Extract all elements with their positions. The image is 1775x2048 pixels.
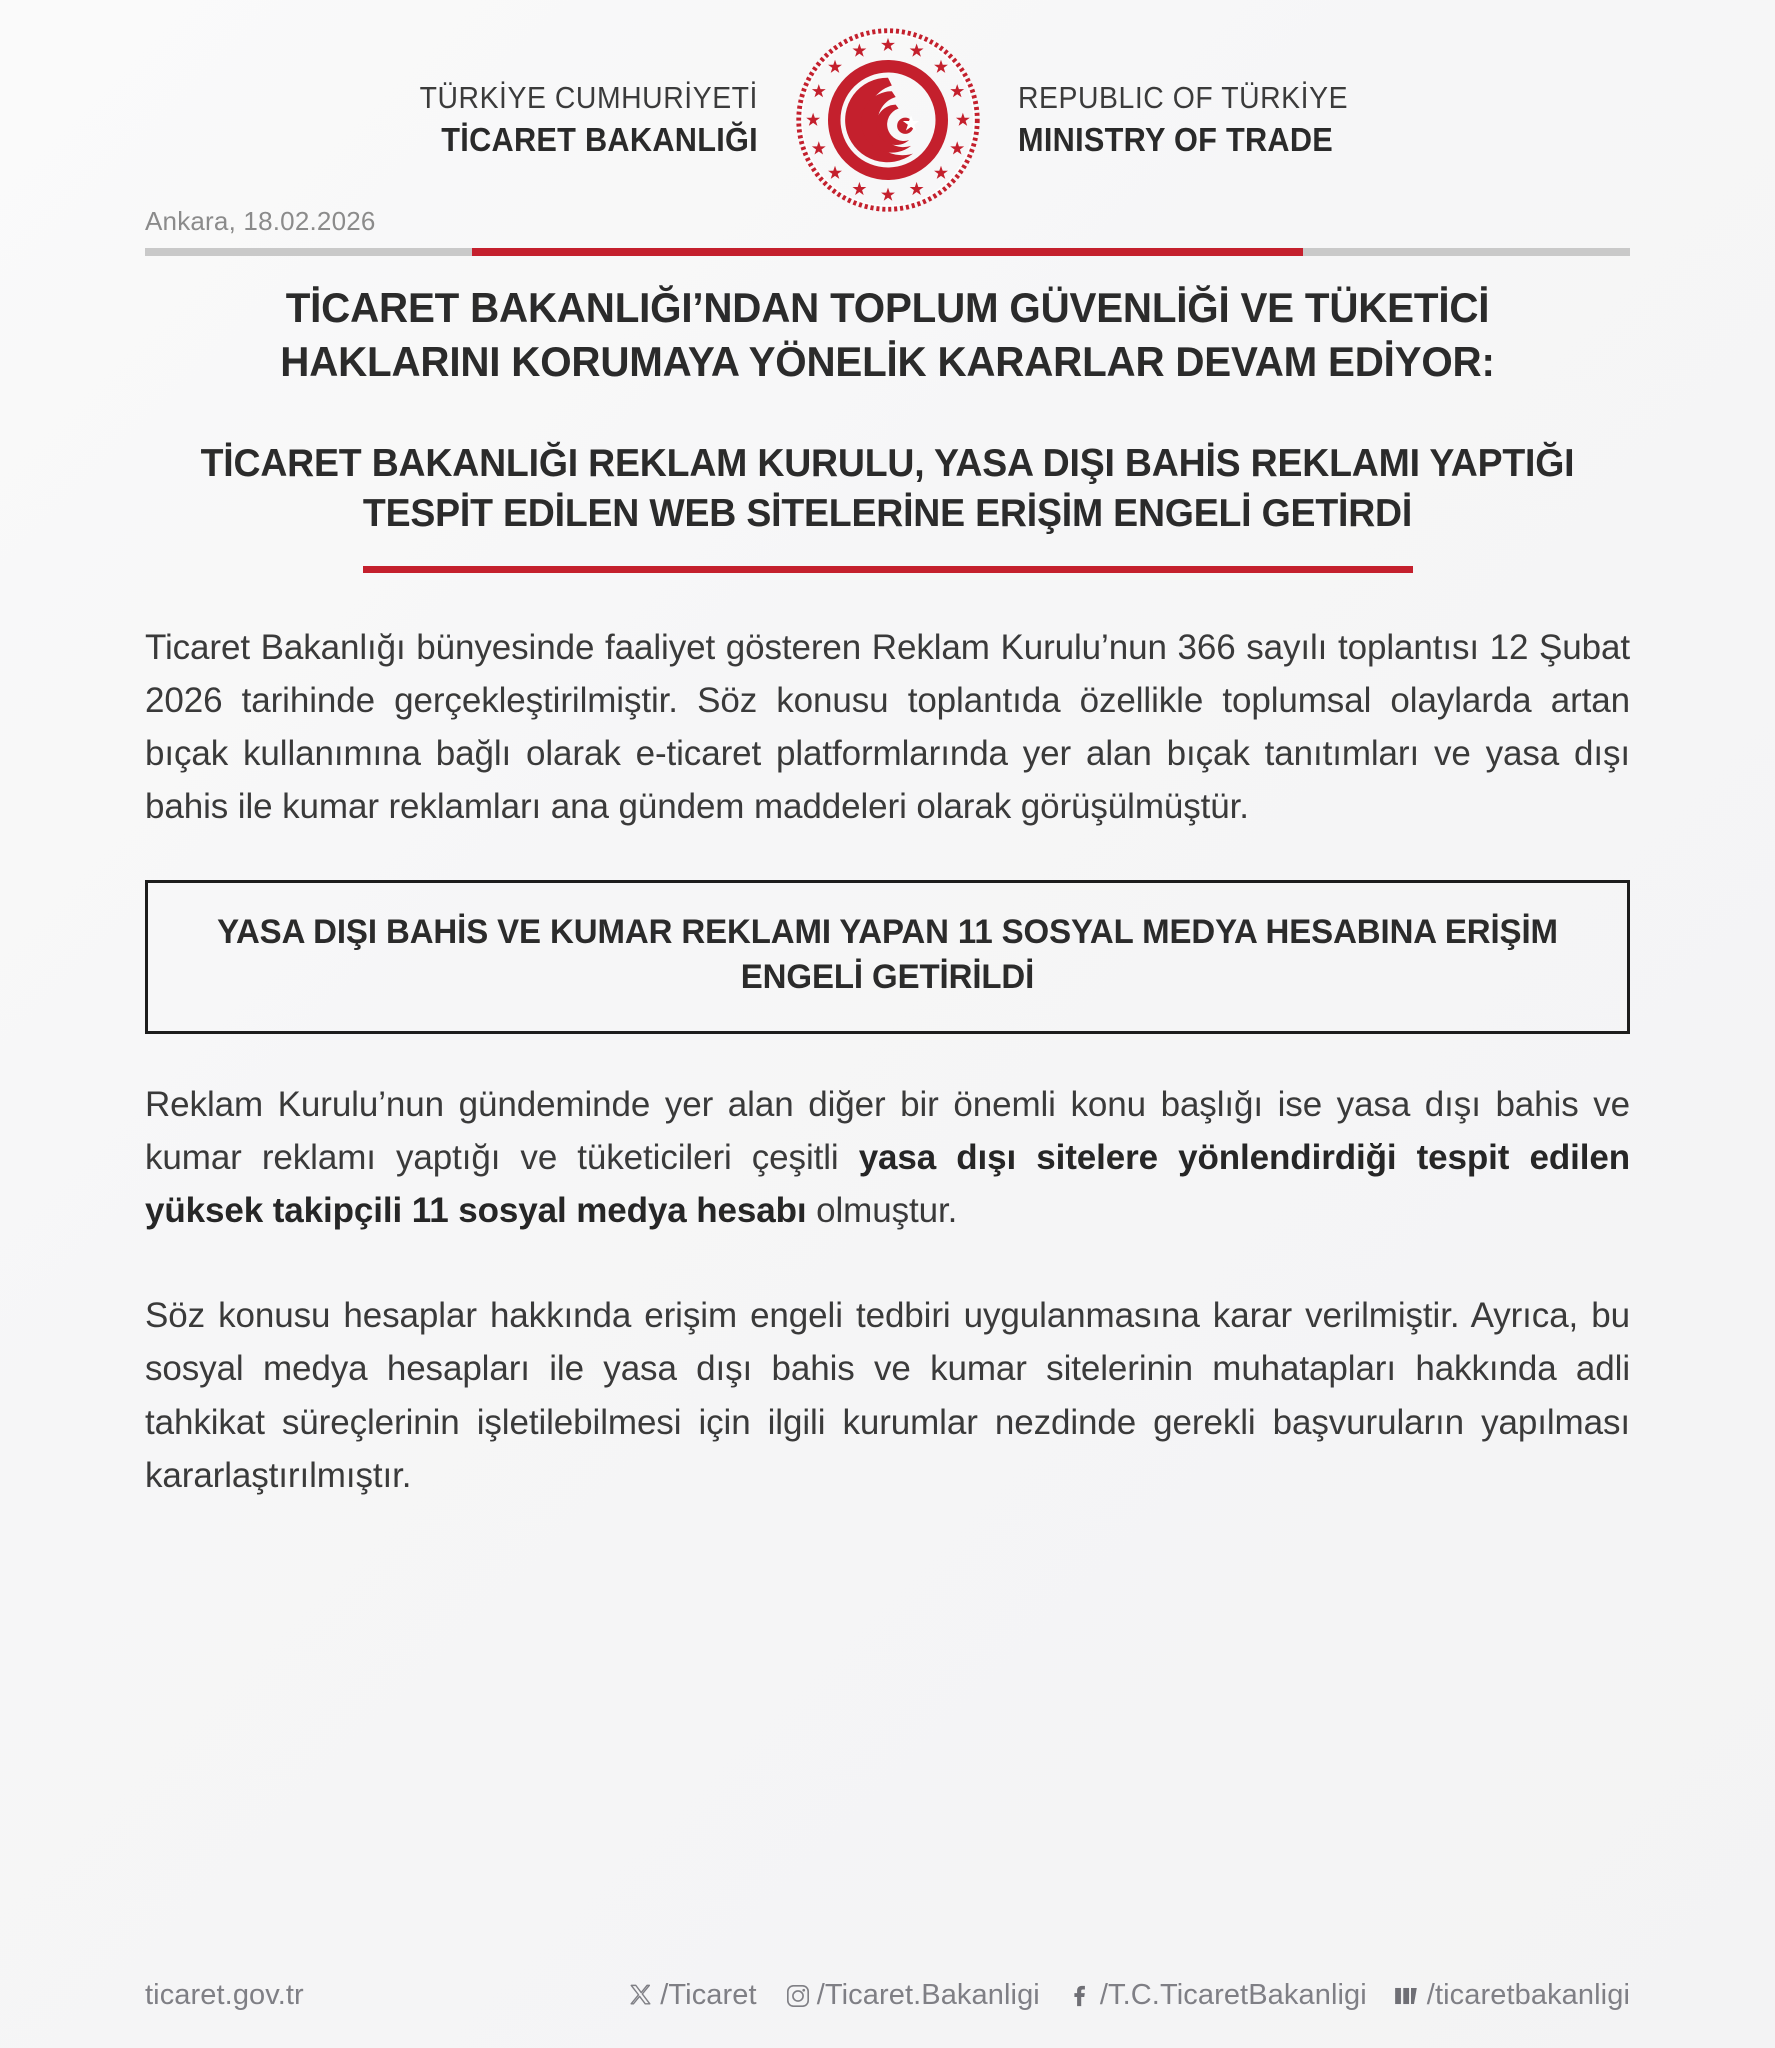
header-turkish-text bbox=[288, 81, 758, 158]
social-label-nsosyal: /ticaretbakanligi bbox=[1426, 1979, 1630, 2011]
body-paragraph-2-lead: Reklam Kurulu’nun gündeminde yer alan diğer bir önemli konu başlığı ise yasa dışı bahis ve kumar reklamı yaptığı ve tüketicileri çeşitli bbox=[145, 1084, 1630, 1177]
body-paragraph-2-emphasis: yasa dışı sitelere yönlendirdiği tespit edilen yüksek takipçili 11 sosyal medya hesabı bbox=[145, 1137, 1630, 1231]
header-divider-rule bbox=[145, 248, 1630, 256]
document-header bbox=[145, 0, 1630, 198]
body-paragraph-2 bbox=[145, 1078, 1630, 1238]
nsosyal-icon bbox=[1393, 1981, 1423, 2011]
footer-website[interactable]: ticaret.gov.tr bbox=[145, 1979, 304, 2011]
title-red-underline bbox=[363, 566, 1413, 573]
facebook-icon bbox=[1066, 1981, 1096, 2011]
header-english-text bbox=[1018, 81, 1488, 158]
dateline: Ankara, 18.02.2026 bbox=[145, 206, 376, 236]
body-paragraph-1: Ticaret Bakanlığı bünyesinde faaliyet gösteren Reklam Kurulu’nun 366 sayılı toplantısı 12 Şubat 2026 tarihinde gerçekleştirilmiştir. Söz konusu toplantıda özellikle toplumsal olaylarda artan bıçak kullanımına bağlı olarak e-ticaret platformlarında yer alan bıçak tanıtımları ve yasa dışı bahis ile kumar reklamları ana gündem maddeleri olarak görüşülmüştür. bbox=[145, 627, 1630, 827]
divider-center-red bbox=[472, 248, 1304, 256]
footer-social-links bbox=[626, 1979, 1630, 2012]
header-tr-line2: TİCARET BAKANLIĞI bbox=[440, 121, 758, 159]
body-paragraph-3: Söz konusu hesaplar hakkında erişim engeli tedbiri uygulanmasına karar verilmiştir. Ayrıca, bu sosyal medya hesapları ile yasa dışı bahis ve kumar sitelerinin muhatapları hakkında adli tahkikat süreçlerinin işletilebilmesi için ilgili kurumlar nezdinde gerekli başvuruların yapılması kararlaştırılmıştır. bbox=[145, 1296, 1630, 1495]
social-link-facebook[interactable] bbox=[1066, 1979, 1367, 2012]
header-tr-line1: TÜRKİYE CUMHURİYETİ bbox=[419, 81, 758, 116]
social-label-facebook: /T.C.TicaretBakanligi bbox=[1099, 1979, 1367, 2011]
divider-right-gray bbox=[1303, 248, 1630, 256]
social-label-x-twitter: /Ticaret bbox=[660, 1979, 757, 2011]
republic-of-turkiye-ministry-of-trade-emblem bbox=[792, 24, 984, 216]
x-twitter-icon bbox=[626, 1981, 656, 2011]
social-link-instagram[interactable] bbox=[783, 1979, 1040, 2012]
social-link-x-twitter[interactable] bbox=[626, 1979, 756, 2012]
document-footer bbox=[145, 1979, 1630, 2012]
instagram-icon bbox=[783, 1981, 813, 2011]
page-title-sub: TİCARET BAKANLIĞI REKLAM KURULU, YASA DIŞI BAHİS REKLAMI YAPTIĞI TESPİT EDİLEN WEB SİTELERİNE ERİŞİM ENGELİ GETİRDİ bbox=[200, 441, 1575, 536]
header-en-line2: MINISTRY OF TRADE bbox=[1017, 121, 1333, 159]
divider-left-gray bbox=[145, 248, 472, 256]
social-link-nsosyal[interactable] bbox=[1393, 1979, 1630, 2012]
callout-box bbox=[145, 880, 1630, 1034]
title-block bbox=[145, 281, 1630, 573]
header-en-line1: REPUBLIC OF TÜRKİYE bbox=[1017, 81, 1348, 116]
body-paragraph-2-tail: olmuştur. bbox=[806, 1191, 958, 1231]
social-label-instagram: /Ticaret.Bakanligi bbox=[816, 1979, 1040, 2011]
callout-heading: YASA DIŞI BAHİS VE KUMAR REKLAMI YAPAN 11 SOSYAL MEDYA HESABINA ERİŞİM ENGELİ GETİRİLDİ bbox=[217, 912, 1558, 997]
page-title-main: TİCARET BAKANLIĞI’NDAN TOPLUM GÜVENLİĞİ VE TÜKETİCİ HAKLARINI KORUMAYA YÖNELİK KARARLAR DEVAM EDİYOR: bbox=[280, 284, 1495, 385]
